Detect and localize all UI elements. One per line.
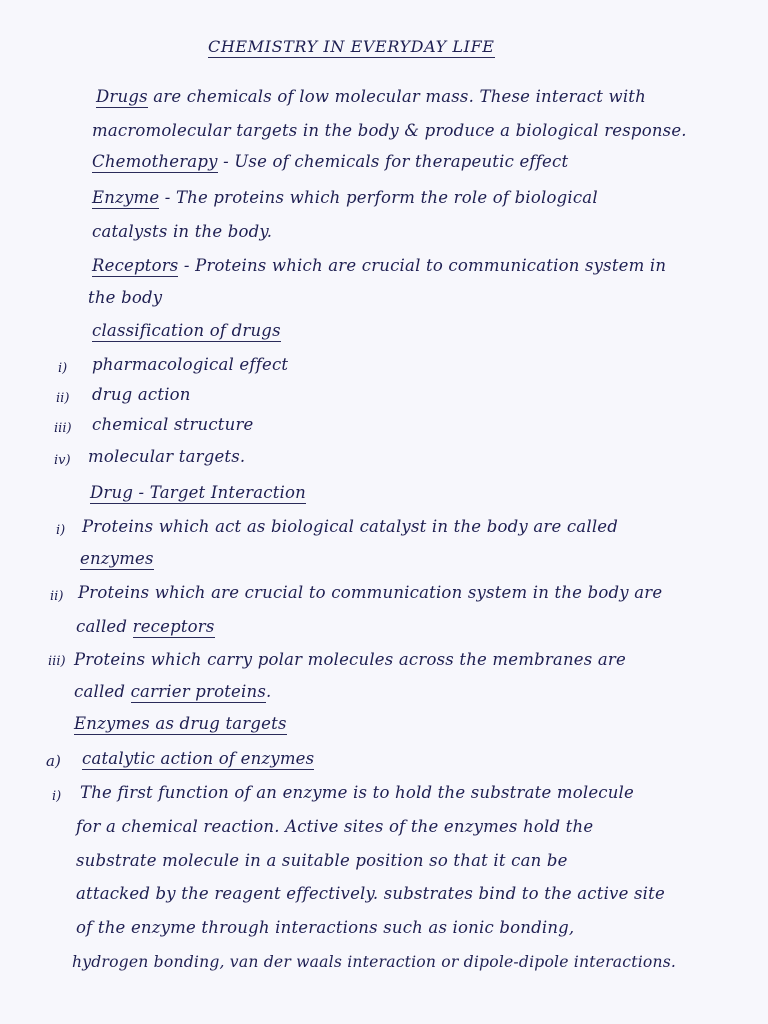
interaction-marker-2: ii)	[50, 589, 64, 604]
enzyme-paragraph-line-4: attacked by the reagent effectively. substrates bind to the active site	[76, 884, 665, 903]
receptors-definition-line-2	[88, 287, 162, 309]
interaction-item-1-line-1: Proteins which act as biological catalyst in the body are called	[82, 517, 619, 536]
classification-item-3: chemical structure	[92, 415, 254, 434]
interaction-item-3-line-2	[74, 681, 271, 703]
page-title	[208, 36, 495, 58]
drugs-definition-line-2	[92, 120, 687, 142]
enzyme-paragraph-line-5: of the enzyme through interactions such as ionic bonding,	[76, 918, 575, 937]
enzyme-definition-line-2	[92, 221, 272, 243]
interaction-heading-text: Drug - Target Interaction	[90, 483, 306, 502]
carrier-proteins-term: carrier proteins	[130, 682, 266, 701]
receptors-text: - Proteins which are crucial to communication system in	[178, 256, 667, 275]
catalytic-action-heading-text: catalytic action of enzymes	[82, 749, 315, 768]
receptors-term-2: receptors	[132, 617, 215, 636]
chemotherapy-text: - Use of chemicals for therapeutic effect	[223, 152, 569, 171]
enzyme-text-2: catalysts in the body.	[92, 222, 273, 241]
enzyme-paragraph-line-1: The first function of an enzyme is to hold the substrate molecule	[80, 783, 634, 802]
enzyme-paragraph-line-3: substrate molecule in a suitable position so that it can be	[76, 851, 568, 870]
drugs-term: Drugs	[96, 87, 148, 106]
point-marker: i)	[52, 789, 62, 804]
page-title-text: CHEMISTRY IN EVERYDAY LIFE	[208, 37, 495, 56]
classification-marker-1: i)	[58, 361, 68, 376]
classification-item-2: drug action	[92, 385, 191, 404]
classification-marker-3: iii)	[54, 421, 72, 436]
enzyme-text: - The proteins which perform the role of biological	[159, 188, 598, 207]
interaction-item-2-line-1: Proteins which are crucial to communication system in the body are	[78, 583, 663, 602]
period: .	[266, 682, 272, 701]
interaction-item-1-line-2	[80, 548, 154, 570]
called-text-2: called	[74, 682, 131, 701]
classification-heading	[92, 320, 281, 342]
drugs-text: are chemicals of low molecular mass. These interact with	[147, 87, 646, 106]
classification-item-4: molecular targets.	[88, 447, 246, 466]
classification-marker-4: iv)	[54, 453, 71, 468]
enzyme-definition-line-1	[92, 187, 598, 209]
receptors-definition-line-1	[92, 255, 666, 277]
classification-item-1: pharmacological effect	[92, 355, 289, 374]
enzymes-targets-heading-text: Enzymes as drug targets	[74, 714, 287, 733]
subsection-marker: a)	[46, 752, 61, 770]
chemotherapy-definition	[92, 151, 568, 173]
called-text: called	[76, 617, 133, 636]
enzyme-term: Enzyme	[92, 188, 160, 207]
classification-marker-2: ii)	[56, 391, 70, 406]
drugs-text-2: macromolecular targets in the body & produce a biological response.	[92, 121, 687, 140]
receptors-text-2: the body	[88, 288, 163, 307]
enzyme-paragraph-line-6: hydrogen bonding, van der waals interaction or dipole-dipole interactions.	[72, 953, 677, 971]
interaction-item-2-line-2	[76, 616, 215, 638]
receptors-term: Receptors	[92, 256, 179, 275]
catalytic-action-heading	[82, 748, 314, 770]
interaction-heading	[90, 482, 306, 504]
enzyme-paragraph-line-2: for a chemical reaction. Active sites of the enzymes hold the	[76, 817, 594, 836]
drugs-definition-line-1	[96, 86, 646, 108]
interaction-marker-3: iii)	[48, 654, 66, 669]
chemotherapy-term: Chemotherapy	[92, 152, 218, 171]
interaction-marker-1: i)	[56, 523, 66, 538]
classification-heading-text: classification of drugs	[92, 321, 281, 340]
enzymes-targets-heading	[74, 713, 287, 735]
interaction-item-3-line-1: Proteins which carry polar molecules across the membranes are	[74, 650, 626, 669]
enzymes-term: enzymes	[80, 549, 154, 568]
